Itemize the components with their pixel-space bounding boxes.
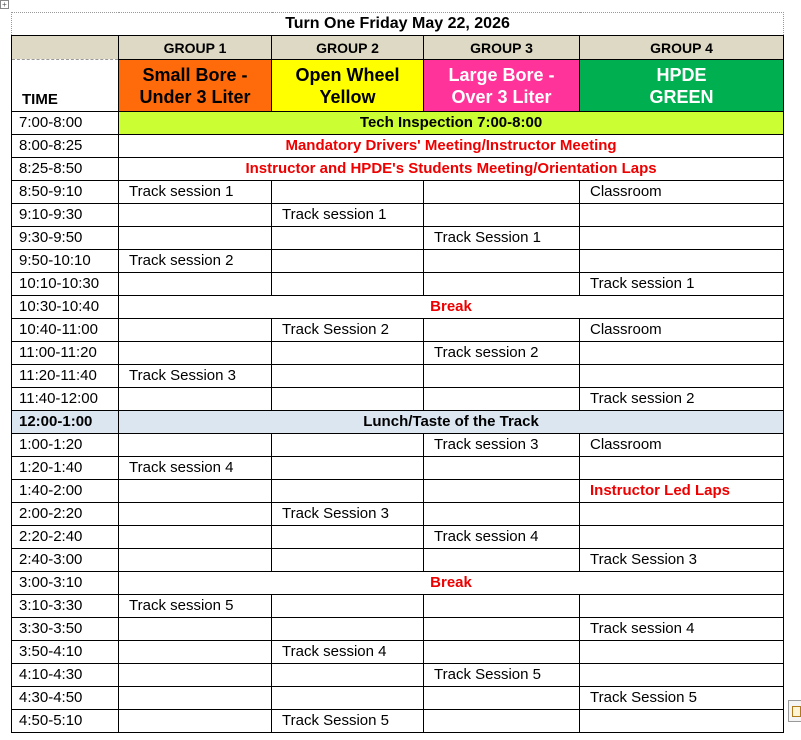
group-3-cell [424,365,580,388]
group-1-cell: Track session 5 [119,595,272,618]
group-3-cell [424,503,580,526]
group-2-cell: Track Session 2 [272,319,424,342]
group-name-1-line1: Small Bore - [142,64,248,85]
schedule-row [12,641,784,664]
time-cell: 11:40-12:00 [12,388,119,411]
group-3-cell [424,618,580,641]
group-4-cell [580,641,784,664]
time-cell: 9:30-9:50 [12,227,119,250]
group-2-cell [272,526,424,549]
group-2-cell [272,480,424,503]
group-1-cell: Track session 4 [119,457,272,480]
time-cell: 8:00-8:25 [12,135,119,158]
group-3-cell [424,273,580,296]
time-cell: 10:40-11:00 [12,319,119,342]
time-cell: 11:00-11:20 [12,342,119,365]
schedule-row [12,388,784,411]
group-2-cell [272,595,424,618]
schedule-row [12,181,784,204]
group-1-cell [119,549,272,572]
group-2-cell [272,687,424,710]
paste-options-icon[interactable] [788,700,801,722]
time-cell: 3:30-3:50 [12,618,119,641]
group-name-3 [424,60,580,112]
group-4-cell [580,503,784,526]
group-4-cell [580,204,784,227]
group-2-cell [272,434,424,457]
time-cell: 10:10-10:30 [12,273,119,296]
time-cell: 1:20-1:40 [12,457,119,480]
group-1-cell [119,480,272,503]
time-column-header: TIME [12,60,119,112]
group-3-cell [424,250,580,273]
schedule-row [12,457,784,480]
group-4-cell: Track session 4 [580,618,784,641]
group-3-cell [424,480,580,503]
time-cell: 4:30-4:50 [12,687,119,710]
event-banner: Break [119,572,784,595]
group-4-cell [580,526,784,549]
group-name-2-line1: Open Wheel [295,64,400,85]
group-2-cell: Track Session 5 [272,710,424,733]
schedule-row [12,319,784,342]
group-2-cell: Track session 1 [272,204,424,227]
tech-inspection-banner: Tech Inspection 7:00-8:00 [119,112,784,135]
group-3-cell [424,388,580,411]
time-cell: 9:50-10:10 [12,250,119,273]
event-banner: Mandatory Drivers' Meeting/Instructor Meeting [119,135,784,158]
group-4-cell: Track session 1 [580,273,784,296]
group-2-cell [272,250,424,273]
group-name-1-line2: Under 3 Liter [139,86,251,107]
group-1-cell [119,273,272,296]
group-1-cell [119,503,272,526]
lunch-banner: Lunch/Taste of the Track [119,411,784,434]
table-move-handle-icon[interactable]: + [0,0,9,9]
group-2-cell: Track session 4 [272,641,424,664]
group-header-blank [12,36,119,60]
schedule-row [12,112,784,135]
schedule-row [12,296,784,319]
group-3-cell: Track Session 1 [424,227,580,250]
group-4-cell [580,250,784,273]
group-2-cell [272,457,424,480]
schedule-row [12,480,784,503]
group-1-cell [119,319,272,342]
group-4-cell: Classroom [580,434,784,457]
group-header-4: GROUP 4 [580,36,784,60]
time-cell: 8:25-8:50 [12,158,119,181]
event-banner: Instructor and HPDE's Students Meeting/Orientation Laps [119,158,784,181]
group-1-cell [119,710,272,733]
group-name-2 [272,60,424,112]
time-cell: 2:00-2:20 [12,503,119,526]
schedule-row [12,526,784,549]
group-2-cell [272,181,424,204]
group-4-cell [580,664,784,687]
group-2-cell [272,664,424,687]
group-3-cell [424,319,580,342]
group-1-cell: Track Session 3 [119,365,272,388]
time-cell: 2:20-2:40 [12,526,119,549]
group-name-1 [119,60,272,112]
group-4-cell [580,710,784,733]
group-4-cell: Classroom [580,319,784,342]
group-3-cell [424,181,580,204]
group-4-cell [580,365,784,388]
group-3-cell: Track session 4 [424,526,580,549]
schedule-row [12,434,784,457]
group-3-cell [424,710,580,733]
group-1-cell: Track session 2 [119,250,272,273]
group-name-4 [580,60,784,112]
schedule-row [12,365,784,388]
event-banner: Break [119,296,784,319]
time-cell: 10:30-10:40 [12,296,119,319]
group-1-cell [119,204,272,227]
time-cell: 11:20-11:40 [12,365,119,388]
schedule-row [12,710,784,733]
group-2-cell [272,273,424,296]
schedule-row [12,342,784,365]
group-4-cell: Track Session 3 [580,549,784,572]
group-4-cell [580,595,784,618]
group-1-cell [119,641,272,664]
schedule-row [12,572,784,595]
group-4-cell: Instructor Led Laps [580,480,784,503]
time-cell: 2:40-3:00 [12,549,119,572]
group-name-4-line2: GREEN [649,86,714,107]
group-1-cell [119,342,272,365]
group-3-cell [424,641,580,664]
time-cell: 4:50-5:10 [12,710,119,733]
time-cell: 3:50-4:10 [12,641,119,664]
group-header-1: GROUP 1 [119,36,272,60]
time-cell: 12:00-1:00 [12,411,119,434]
group-4-cell: Classroom [580,181,784,204]
group-4-cell [580,457,784,480]
group-2-cell [272,365,424,388]
group-3-cell: Track session 2 [424,342,580,365]
time-cell: 4:10-4:30 [12,664,119,687]
group-1-cell [119,434,272,457]
schedule-table [11,12,784,733]
schedule-row [12,250,784,273]
schedule-row [12,687,784,710]
schedule-row [12,158,784,181]
group-3-cell: Track Session 5 [424,664,580,687]
time-cell: 7:00-8:00 [12,112,119,135]
group-name-3-line1: Large Bore - [448,64,555,85]
group-1-cell: Track session 1 [119,181,272,204]
schedule-row [12,549,784,572]
time-cell: 9:10-9:30 [12,204,119,227]
group-name-4-line1: HPDE [656,64,707,85]
time-cell: 3:10-3:30 [12,595,119,618]
schedule-row [12,273,784,296]
group-2-cell [272,227,424,250]
group-3-cell [424,595,580,618]
group-1-cell [119,618,272,641]
schedule-row [12,664,784,687]
schedule-row [12,227,784,250]
group-name-2-line2: Yellow [319,86,376,107]
group-4-cell [580,342,784,365]
schedule-row [12,503,784,526]
group-header-3: GROUP 3 [424,36,580,60]
group-4-cell [580,227,784,250]
time-cell: 8:50-9:10 [12,181,119,204]
time-cell: 1:40-2:00 [12,480,119,503]
time-cell: 1:00-1:20 [12,434,119,457]
time-cell: 3:00-3:10 [12,572,119,595]
group-2-cell: Track Session 3 [272,503,424,526]
group-3-cell [424,687,580,710]
group-2-cell [272,388,424,411]
group-2-cell [272,342,424,365]
group-1-cell [119,526,272,549]
group-4-cell: Track Session 5 [580,687,784,710]
group-3-cell [424,457,580,480]
group-2-cell [272,618,424,641]
group-3-cell [424,204,580,227]
group-3-cell [424,549,580,572]
group-1-cell [119,664,272,687]
group-1-cell [119,227,272,250]
group-3-cell: Track session 3 [424,434,580,457]
group-1-cell [119,388,272,411]
group-header-2: GROUP 2 [272,36,424,60]
group-4-cell: Track session 2 [580,388,784,411]
group-2-cell [272,549,424,572]
schedule-row [12,595,784,618]
page-title: Turn One Friday May 22, 2026 [12,13,784,36]
schedule-row [12,618,784,641]
group-name-3-line2: Over 3 Liter [451,86,552,107]
schedule-row [12,204,784,227]
schedule-row [12,135,784,158]
schedule-row [12,411,784,434]
group-1-cell [119,687,272,710]
